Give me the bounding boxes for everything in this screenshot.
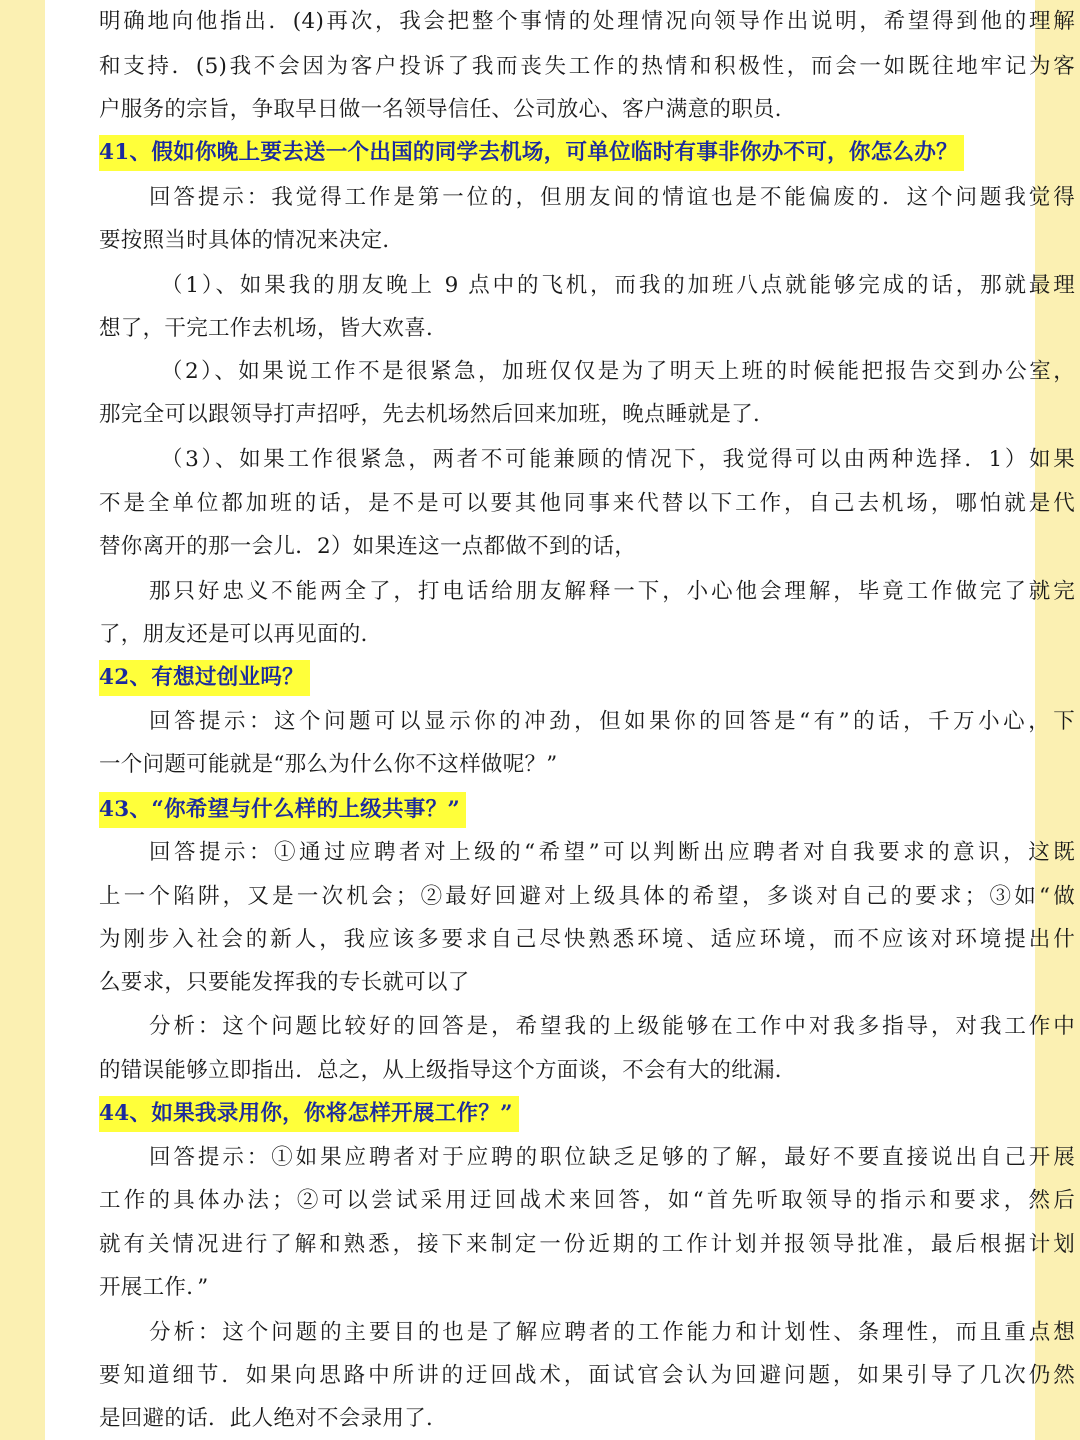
text-line: 为刚步入社会的新人，我应该多要求自己尽快熟悉环境、适应环境，而不应该对环境提出什 <box>99 927 1075 952</box>
text-line: 分析：这个问题比较好的回答是，希望我的上级能够在工作中对我多指导，对我工作中 <box>149 1014 1075 1039</box>
text-line: 回答提示：这个问题可以显示你的冲劲，但如果你的回答是“有”的话，千万小心，下 <box>149 709 1075 734</box>
text-line: 和支持．(5)我不会因为客户投诉了我而丧失工作的热情和积极性，而会一如既往地牢记为客 <box>99 54 1075 79</box>
text-line: 回答提示：我觉得工作是第一位的，但朋友间的情谊也是不能偏废的．这个问题我觉得 <box>149 185 1075 210</box>
text-line: 户服务的宗旨，争取早日做一名领导信任、公司放心、客户满意的职员． <box>99 97 797 122</box>
text-line: 上一个陷阱，又是一次机会；②最好回避对上级具体的希望，多谈对自己的要求；③如“做 <box>99 884 1075 909</box>
text-line: 一个问题可能就是“那么为什么你不这样做呢？” <box>99 752 558 777</box>
text-line: 回答提示：①如果应聘者对于应聘的职位缺乏足够的了解，最好不要直接说出自己开展 <box>149 1145 1075 1170</box>
document-page <box>45 0 1075 1440</box>
text-line: 那只好忠义不能两全了，打电话给朋友解释一下，小心他会理解，毕竟工作做完了就完 <box>149 579 1075 604</box>
question-44-heading: 44、如果我录用你，你将怎样开展工作？” <box>99 1096 519 1132</box>
text-line: 么要求，只要能发挥我的专长就可以了 <box>99 970 470 995</box>
text-line: 不是全单位都加班的话，是不是可以要其他同事来代替以下工作，自己去机场，哪怕就是代 <box>99 491 1075 516</box>
text-line: 的错误能够立即指出．总之，从上级指导这个方面谈，不会有大的纰漏． <box>99 1058 797 1083</box>
text-line: 开展工作．” <box>99 1275 209 1300</box>
question-42-heading: 42、有想过创业吗？ <box>99 660 310 696</box>
text-line: 替你离开的那一会儿．2）如果连这一点都做不到的话， <box>99 534 637 559</box>
text-line: 那完全可以跟领导打声招呼，先去机场然后回来加班，晚点睡就是了． <box>99 402 775 427</box>
text-line: 了，朋友还是可以再见面的． <box>99 622 383 647</box>
text-line: 是回避的话．此人绝对不会录用了． <box>99 1406 448 1431</box>
text-line: （2）、如果说工作不是很紧急，加班仅仅是为了明天上班的时候能把报告交到办公室， <box>161 359 1075 384</box>
text-line: 想了，干完工作去机场，皆大欢喜． <box>99 316 448 341</box>
text-line: （3）、如果工作很紧急，两者不可能兼顾的情况下，我觉得可以由两种选择．1）如果 <box>161 447 1075 472</box>
text-line: 工作的具体办法；②可以尝试采用迂回战术来回答，如“首先听取领导的指示和要求，然后 <box>99 1188 1075 1213</box>
question-43-heading: 43、“你希望与什么样的上级共事？” <box>99 792 466 828</box>
text-line: 要知道细节．如果向思路中所讲的迂回战术，面试官会认为回避问题，如果引导了几次仍然 <box>99 1363 1075 1388</box>
text-line: 就有关情况进行了解和熟悉，接下来制定一份近期的工作计划并报领导批准，最后根据计划 <box>99 1232 1075 1257</box>
text-line: 明确地向他指出．(4)再次，我会把整个事情的处理情况向领导作出说明，希望得到他的理解 <box>99 9 1075 34</box>
question-41-heading: 41、假如你晚上要去送一个出国的同学去机场，可单位临时有事非你办不可，你怎么办？ <box>99 135 964 171</box>
text-line: 分析：这个问题的主要目的也是了解应聘者的工作能力和计划性、条理性，而且重点想 <box>149 1320 1075 1345</box>
text-line: 回答提示：①通过应聘者对上级的“希望”可以判断出应聘者对自我要求的意识，这既 <box>149 840 1075 865</box>
text-line: （1）、如果我的朋友晚上 9 点中的飞机，而我的加班八点就能够完成的话，那就最理 <box>161 273 1075 298</box>
text-line: 要按照当时具体的情况来决定． <box>99 228 405 253</box>
